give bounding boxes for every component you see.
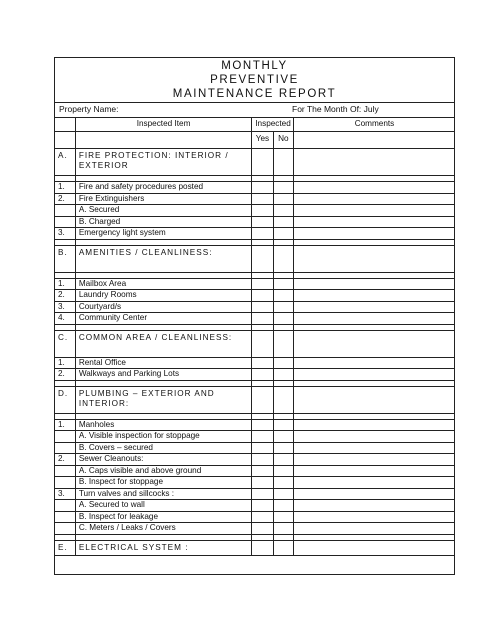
maintenance-report-form	[54, 57, 455, 575]
no-checkbox-cell[interactable]	[273, 313, 293, 325]
no-checkbox-cell[interactable]	[273, 216, 293, 228]
item-number: 3.	[55, 301, 75, 313]
comments-cell[interactable]	[293, 205, 455, 217]
table-row	[55, 357, 455, 369]
comments-cell[interactable]	[293, 431, 455, 443]
item-number	[55, 205, 75, 217]
no-checkbox-cell[interactable]	[273, 500, 293, 512]
no-checkbox-cell[interactable]	[273, 488, 293, 500]
section-row	[55, 245, 455, 272]
section-row	[55, 386, 455, 413]
comments-cell[interactable]	[293, 228, 455, 240]
item-label: Fire Extinguishers	[75, 193, 251, 205]
yes-checkbox-cell	[252, 149, 273, 176]
table-row	[55, 488, 455, 500]
table-row	[55, 419, 455, 431]
no-checkbox-cell[interactable]	[273, 205, 293, 217]
yes-checkbox-cell	[252, 245, 273, 272]
table-row	[55, 313, 455, 325]
item-label: Fire and safety procedures posted	[75, 182, 251, 194]
table-row	[55, 193, 455, 205]
property-line	[55, 103, 454, 118]
comments-cell[interactable]	[293, 442, 455, 454]
section-letter: E.	[55, 540, 75, 555]
table-row	[55, 290, 455, 302]
yes-checkbox-cell	[252, 330, 273, 357]
comments-cell	[293, 330, 455, 357]
comments-cell[interactable]	[293, 193, 455, 205]
yes-checkbox-cell[interactable]	[252, 454, 273, 466]
yes-checkbox-cell	[252, 386, 273, 413]
no-checkbox-cell	[273, 540, 293, 555]
comments-cell	[293, 245, 455, 272]
inspection-table	[55, 118, 455, 556]
yes-checkbox-cell[interactable]	[252, 193, 273, 205]
yes-checkbox-cell[interactable]	[252, 523, 273, 535]
comments-cell[interactable]	[293, 369, 455, 381]
section-title: ELECTRICAL SYSTEM :	[75, 540, 251, 555]
yes-checkbox-cell[interactable]	[252, 313, 273, 325]
yes-checkbox-cell[interactable]	[252, 488, 273, 500]
no-checkbox-cell[interactable]	[273, 193, 293, 205]
item-label: Emergency light system	[75, 228, 251, 240]
no-checkbox-cell[interactable]	[273, 357, 293, 369]
table-row	[55, 301, 455, 313]
yes-checkbox-cell[interactable]	[252, 419, 273, 431]
yes-checkbox-cell[interactable]	[252, 477, 273, 489]
table-row	[55, 216, 455, 228]
yes-checkbox-cell[interactable]	[252, 216, 273, 228]
comments-cell[interactable]	[293, 511, 455, 523]
item-label: Laundry Rooms	[75, 290, 251, 302]
section-letter: D.	[55, 386, 75, 413]
no-checkbox-cell[interactable]	[273, 301, 293, 313]
no-checkbox-cell[interactable]	[273, 454, 293, 466]
item-number: 2.	[55, 369, 75, 381]
item-label: B. Inspect for stoppage	[75, 477, 251, 489]
item-label: C. Meters / Leaks / Covers	[75, 523, 251, 535]
section-row	[55, 540, 455, 555]
yes-checkbox-cell[interactable]	[252, 301, 273, 313]
yes-checkbox-cell[interactable]	[252, 442, 273, 454]
yes-checkbox-cell[interactable]	[252, 182, 273, 194]
table-row	[55, 182, 455, 194]
table-row	[55, 205, 455, 217]
yes-checkbox-cell[interactable]	[252, 369, 273, 381]
yes-checkbox-cell[interactable]	[252, 511, 273, 523]
comments-cell[interactable]	[293, 419, 455, 431]
comments-cell[interactable]	[293, 290, 455, 302]
item-label: A. Secured	[75, 205, 251, 217]
item-number: 3.	[55, 488, 75, 500]
comments-cell[interactable]	[293, 488, 455, 500]
yes-checkbox-cell	[252, 540, 273, 555]
section-letter: A.	[55, 149, 75, 176]
item-number: 1.	[55, 357, 75, 369]
section-title: AMENITIES / CLEANLINESS:	[75, 245, 251, 272]
title-line-1: MONTHLY	[221, 60, 288, 72]
no-checkbox-cell[interactable]	[273, 290, 293, 302]
item-label: Sewer Cleanouts:	[75, 454, 251, 466]
yes-checkbox-cell[interactable]	[252, 500, 273, 512]
table-row	[55, 278, 455, 290]
yes-checkbox-cell[interactable]	[252, 465, 273, 477]
no-checkbox-cell[interactable]	[273, 278, 293, 290]
item-number: 2.	[55, 290, 75, 302]
comments-cell[interactable]	[293, 523, 455, 535]
table-row	[55, 523, 455, 535]
subheader-item-cell	[75, 132, 251, 149]
header-no: No	[273, 132, 293, 149]
comments-cell[interactable]	[293, 313, 455, 325]
property-name-label: Property Name:	[59, 104, 119, 114]
item-label: A. Secured to wall	[75, 500, 251, 512]
no-checkbox-cell[interactable]	[273, 465, 293, 477]
item-label: Walkways and Parking Lots	[75, 369, 251, 381]
item-label: A. Visible inspection for stoppage	[75, 431, 251, 443]
no-checkbox-cell[interactable]	[273, 182, 293, 194]
comments-cell[interactable]	[293, 357, 455, 369]
item-number	[55, 477, 75, 489]
no-checkbox-cell[interactable]	[273, 419, 293, 431]
item-number	[55, 431, 75, 443]
item-label: Courtyard/s	[75, 301, 251, 313]
item-label: Manholes	[75, 419, 251, 431]
item-number: 2.	[55, 454, 75, 466]
item-label: A. Caps visible and above ground	[75, 465, 251, 477]
no-checkbox-cell[interactable]	[273, 369, 293, 381]
comments-cell	[293, 386, 455, 413]
item-number	[55, 442, 75, 454]
item-number	[55, 511, 75, 523]
comments-cell	[293, 540, 455, 555]
table-subheader-row	[55, 132, 455, 149]
table-row	[55, 477, 455, 489]
section-letter: C.	[55, 330, 75, 357]
item-number: 1.	[55, 419, 75, 431]
comments-cell[interactable]	[293, 477, 455, 489]
table-row	[55, 511, 455, 523]
yes-checkbox-cell[interactable]	[252, 357, 273, 369]
yes-checkbox-cell[interactable]	[252, 290, 273, 302]
header-yes: Yes	[252, 132, 273, 149]
yes-checkbox-cell[interactable]	[252, 205, 273, 217]
section-letter: B.	[55, 245, 75, 272]
no-checkbox-cell[interactable]	[273, 228, 293, 240]
item-number	[55, 465, 75, 477]
item-number: 4.	[55, 313, 75, 325]
item-number: 1.	[55, 182, 75, 194]
item-label: Community Center	[75, 313, 251, 325]
no-checkbox-cell[interactable]	[273, 442, 293, 454]
item-label: B. Charged	[75, 216, 251, 228]
item-number	[55, 500, 75, 512]
table-row	[55, 454, 455, 466]
item-number	[55, 523, 75, 535]
table-row	[55, 465, 455, 477]
title-line-2: PREVENTIVE	[210, 74, 299, 86]
no-checkbox-cell	[273, 245, 293, 272]
comments-cell[interactable]	[293, 301, 455, 313]
no-checkbox-cell	[273, 149, 293, 176]
header-inspected-item: Inspected Item	[75, 118, 251, 132]
item-label: Rental Office	[75, 357, 251, 369]
no-checkbox-cell	[273, 330, 293, 357]
report-title	[55, 58, 454, 103]
item-number: 3.	[55, 228, 75, 240]
no-checkbox-cell[interactable]	[273, 431, 293, 443]
item-label: Mailbox Area	[75, 278, 251, 290]
section-row	[55, 330, 455, 357]
comments-cell[interactable]	[293, 454, 455, 466]
section-title: PLUMBING – EXTERIOR AND INTERIOR:	[75, 386, 251, 413]
header-inspected: Inspected	[252, 118, 294, 132]
yes-checkbox-cell[interactable]	[252, 431, 273, 443]
section-title: FIRE PROTECTION: INTERIOR / EXTERIOR	[75, 149, 251, 176]
no-checkbox-cell[interactable]	[273, 511, 293, 523]
no-checkbox-cell[interactable]	[273, 523, 293, 535]
comments-cell[interactable]	[293, 500, 455, 512]
item-label: Turn valves and sillcocks :	[75, 488, 251, 500]
table-row	[55, 228, 455, 240]
section-row	[55, 149, 455, 176]
subheader-num-cell	[55, 132, 75, 149]
table-row	[55, 500, 455, 512]
item-label: B. Inspect for leakage	[75, 511, 251, 523]
item-number: 1.	[55, 278, 75, 290]
comments-cell[interactable]	[293, 216, 455, 228]
item-number	[55, 216, 75, 228]
comments-cell[interactable]	[293, 182, 455, 194]
no-checkbox-cell[interactable]	[273, 477, 293, 489]
header-comments: Comments	[293, 118, 455, 132]
comments-cell[interactable]	[293, 465, 455, 477]
month-label: For The Month Of: July	[292, 104, 379, 114]
item-number: 2.	[55, 193, 75, 205]
yes-checkbox-cell[interactable]	[252, 278, 273, 290]
header-num-cell	[55, 118, 75, 132]
table-row	[55, 369, 455, 381]
table-row	[55, 442, 455, 454]
comments-cell[interactable]	[293, 278, 455, 290]
section-title: COMMON AREA / CLEANLINESS:	[75, 330, 251, 357]
no-checkbox-cell	[273, 386, 293, 413]
subheader-comments-cell	[293, 132, 455, 149]
table-header-row	[55, 118, 455, 132]
title-line-3: MAINTENANCE REPORT	[172, 88, 337, 100]
item-label: B. Covers – secured	[75, 442, 251, 454]
table-row	[55, 431, 455, 443]
yes-checkbox-cell[interactable]	[252, 228, 273, 240]
comments-cell	[293, 149, 455, 176]
